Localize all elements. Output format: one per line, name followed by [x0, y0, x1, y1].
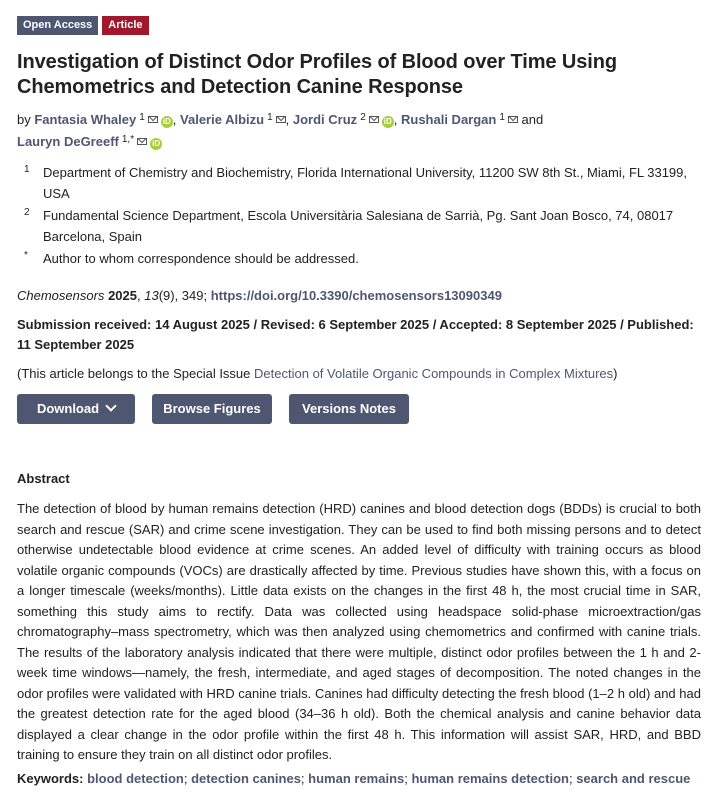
badge-row: [17, 16, 701, 35]
affiliation-text: Department of Chemistry and Biochemistry, Florida International University, 11200 SW 8th St., Miami, FL 33199, USA: [43, 165, 688, 201]
abstract-text: The detection of blood by human remains detection (HRD) canines and blood detection dogs (BDDs) is crucial to both search and rescue (SAR) and crime scene investigation. They can be used to find both missing persons and to detect otherwise undetectable blood evidence at crime scenes. An added level of difficulty with training occurs as blood volatile organic compounds (VOCs) are drastically affected by time. Previous studies have shown this, with a focus on a longer timescale (weeks/months). Little data exists on the changes in the first 48 h, the most crucial time in SAR, something this study aims to rectify. Data was collected using headspace solid-phase microextraction/gas chromatography–mass spectrometry, which was then analyzed using chemometrics and confirmed with canine trials. The results of the laboratory analysis indicated that there were multiple, distinct odor profiles between the 1 h and 2-week time windows—namely, the fresh, intermediate, and aged stages of decomposition. The noted changes in the odor profiles were validated with HRD canine trials. Canines had difficulty detecting the fresh blood (1–2 h old) and had the greatest detection rate for the aged blood (34–36 h old). Both the chemical analysis and canine behavior data displayed a clear change in the odor profile within the first 48 h. This information will assist SAR, HRD, and BBD training to ensure they train on all distinct odor profiles.: [17, 501, 701, 762]
citation: Chemosensors 2025, 13(9), 349; https://doi.org/10.3390/chemosensors13090349: [17, 288, 502, 303]
author-affil-sup: 1: [139, 112, 145, 123]
journal-name: Chemosensors: [17, 288, 105, 303]
special-issue-prefix: (This article belongs to the Special Issue: [17, 366, 251, 381]
author-affil-sup: 1,*: [121, 134, 135, 145]
article-title: Investigation of Distinct Odor Profiles of Blood over Time Using Chemometrics and Detection Canine Response: [17, 51, 617, 98]
affiliation-number: 1: [24, 164, 30, 175]
email-icon[interactable]: [148, 116, 158, 123]
keyword-link[interactable]: human remains: [308, 770, 405, 786]
affiliation-text: Author to whom correspondence should be addressed.: [43, 251, 359, 266]
email-icon[interactable]: [369, 116, 379, 123]
affiliation-text: Fundamental Science Department, Escola Universitària Salesiana de Sarrià, Pg. Sant Joan Bosco, 74, 08017 Barcelona, Spain: [43, 208, 674, 244]
citation-volume: 13: [144, 288, 159, 303]
article-header: [17, 16, 701, 789]
keyword-link[interactable]: human remains detection: [411, 770, 569, 786]
special-issue-link[interactable]: Detection of Volatile Organic Compounds in Complex Mixtures: [254, 366, 614, 381]
citation-year: 2025: [108, 288, 137, 303]
download-label: Download: [36, 401, 100, 416]
author-link[interactable]: Lauryn DeGreeff: [17, 134, 119, 149]
author-link[interactable]: Valerie Albizu: [180, 112, 265, 127]
special-issue-note: [17, 364, 701, 384]
by-label: by: [17, 112, 31, 127]
versions-notes-button[interactable]: Versions Notes: [289, 394, 409, 424]
affiliation-item: [17, 248, 701, 269]
orcid-icon[interactable]: iD: [383, 117, 392, 126]
abstract-heading: Abstract: [17, 471, 70, 486]
author-link[interactable]: Rushali Dargan: [400, 112, 497, 127]
affiliation-item: [17, 205, 701, 247]
doi-link[interactable]: https://doi.org/10.3390/chemosensors13090349: [210, 288, 502, 303]
keywords: Keywords: blood detection; detection canines; human remains; human remains detection; search and rescue: [17, 770, 691, 786]
open-access-badge: Open Access: [17, 16, 98, 35]
author-link[interactable]: Jordi Cruz: [292, 112, 358, 127]
orcid-icon[interactable]: iD: [152, 139, 161, 148]
email-icon[interactable]: [508, 116, 518, 123]
affiliation-number: 2: [24, 207, 30, 218]
author-affil-sup: 2: [360, 112, 366, 123]
browse-figures-button[interactable]: Browse Figures: [152, 394, 272, 424]
author-list: by Fantasia Whaley $^1$ iD , Valerie Albizu $^1$ , Jordi Cruz $^2$ iD , Rushali Dargan $^1$ and Lauryn DeGreeff $^{1,*}$ iD: [17, 112, 544, 149]
keyword-link[interactable]: detection canines: [191, 770, 301, 786]
article-type-badge: Article: [102, 16, 148, 35]
action-buttons: [17, 394, 701, 424]
keywords-label: Keywords:: [17, 770, 84, 786]
citation-issue-pages: (9), 349;: [158, 288, 208, 303]
affiliation-item: [17, 162, 701, 204]
and-label: and: [521, 112, 544, 127]
special-issue-suffix: ): [613, 366, 618, 381]
email-icon[interactable]: [137, 138, 147, 145]
author-affil-sup: 1: [499, 112, 505, 123]
author-affil-sup: 1: [267, 112, 273, 123]
keyword-link[interactable]: search and rescue: [576, 770, 691, 786]
affiliation-number: *: [24, 250, 28, 261]
download-button[interactable]: [17, 394, 135, 424]
email-icon[interactable]: [276, 116, 286, 123]
author-link[interactable]: Fantasia Whaley: [34, 112, 137, 127]
keyword-link[interactable]: blood detection: [87, 770, 184, 786]
affiliations: [17, 162, 701, 269]
chevron-down-icon: [105, 400, 116, 411]
publication-dates: Submission received: 14 August 2025 / Revised: 6 September 2025 / Accepted: 8 September 2025 / Published: 11 September 2025: [17, 317, 694, 352]
orcid-icon[interactable]: iD: [162, 117, 171, 126]
